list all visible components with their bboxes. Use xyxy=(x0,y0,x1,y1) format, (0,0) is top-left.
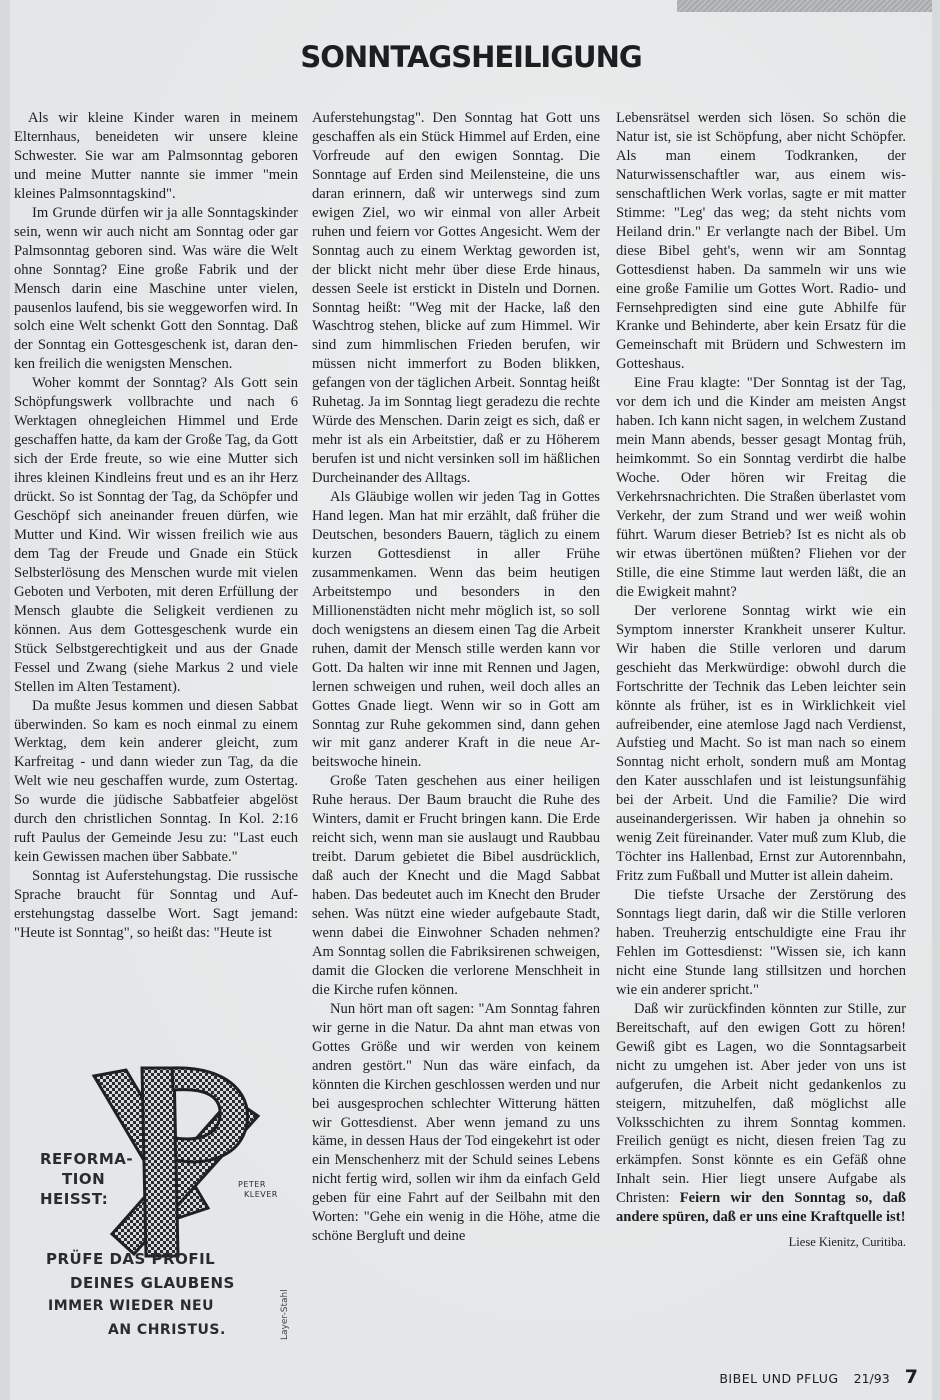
column-3 xyxy=(616,109,906,1252)
closing-appeal: Feiern wir den Sonntag so, daß andere spüren, daß er uns eine Kraftquelle ist! xyxy=(616,1190,906,1226)
issue-number: 21/93 xyxy=(853,1371,890,1386)
magazine-page xyxy=(10,0,932,1400)
slogan-line-2: DEINES GLAUBENS xyxy=(70,1274,235,1292)
paragraph: Auferstehungstag". Den Sonntag hat Gott uns geschaffen als ein Stück Himmel auf Erden, eine Vorfreude auf den ewigen Sonntag. Die Sonntage auf Erden sind Meilensteine, die uns daran erinnern, daß wir unterwegs sind zum ewigen Ziel, wo wir einmal von aller Arbeit ruhen und feiern vor Gottes Angesicht. Wem der Sonntag auch zu einem Werktag geworden ist, der blickt nicht mehr über diese Erde hinaus, dessen Seele ist erstickt in Disteln und Dornen. Sonntag heißt: "Weg mit der Hacke, laß den Waschtrog stehen, blicke auf zum Himmel. Wir sind zum himmlischen Frieden berufen, wir müssen nicht immerfort zu Boden blikken, gefangen von der täglichen Arbeit. Sonntag heißt Ruhetag. Ja im Sonntag liegt geradezu die rechte Würde des Menschen. Darin zeigt es sich, daß er mehr ist als ein Arbeitstier, daß er zu Höherem berufen ist und nicht versinken soll im häßlichen Durcheinander des Alltags. xyxy=(312,110,600,487)
paragraph: Große Taten geschehen aus einer heiligen Ruhe heraus. Der Baum braucht die Ruhe des Winters, damit er Frucht bringen kann. Die Erde reicht sich, wenn man sie auslaugt und Raubbau treibt. Darum gebietet die Bibel ausdrücklich, daß auch der Knecht und die Magd Sabbat haben. Das bedeutet auch im Knecht den Bruder sehen. Was nützt eine wieder aufgebaute Stadt, wenn dabei die Einwohner Schaden nehmen? Am Sonntag sollen die Fabriksirenen schweigen, damit die Glocken die verlorene Menschheit in die Kirche rufen können. xyxy=(312,773,600,998)
paragraph: Als wir kleine Kinder waren in meinem Elternhaus, beneideten wir unsere kleine Schwester. Sie war am Palmsonntag geboren und meine Mutter nannte sie immer "mein kleines Palmsonntagskind". xyxy=(14,110,298,202)
illustration-credit: Layer-Stahl xyxy=(280,1289,290,1340)
reformation-line-1: REFORMA- xyxy=(40,1150,134,1168)
slogan-line-4: AN CHRISTUS. xyxy=(108,1322,226,1338)
artist-name-1: PETER xyxy=(238,1180,266,1189)
reformation-line-3: HEISST: xyxy=(40,1190,109,1208)
paragraph: Die tiefste Ursache der Zerstörung des Sonntags liegt darin, daß wir die Stille verloren haben. Treuherzig entschuldigte eine Frau ihr Fehlen im Gottesdienst: "Wissen sie, ich kann nicht eine Stunde lang stillsitzen und horchen wie ein anderer spricht." xyxy=(616,887,906,998)
column-2 xyxy=(312,109,600,1246)
author-signature: Liese Kienitz, Curitiba. xyxy=(788,1235,906,1250)
slogan-line-1: PRÜFE DAS PROFIL xyxy=(46,1250,216,1268)
paragraph: Im Grunde dürfen wir ja alle Sonntagskinder sein, wenn wir auch nicht am Sonntag oder gar Palmsonntag geboren sind. Was wäre die Welt ohne Sonntag? Eine große Fabrik und der Mensch darin eine Maschine unter vielen, pausenlos laufend, bis sie weggeworfen wird. In solch eine Welt schenkt Gott den Sonntag. Daß der Sonntag ein Gottesgeschenk ist, daran denken freilich die wenigsten Menschen. xyxy=(14,204,298,373)
paragraph xyxy=(616,1000,906,1227)
paragraph: Als Gläubige wollen wir jeden Tag in Gottes Hand legen. Man hat mir erzählt, daß früher die Deutschen, besonders Bauern, täglich zu einem kurzen Gottesdienst in aller Frühe zusammenkamen. Wenn das beim heutigen Arbeitstempo und besonders in den Millionenstädten nicht mehr möglich ist, so soll doch wenigstens an diesem einen Tag die Arbeit ruhen, damit der Mensch stille werden kann vor Gott. Da halten wir inne mit Rennen und Jagen, lernen schweigen und ruhen, weil doch alles an Gottes Gnade liegt. Wenn wir so in Gott am Sonntag zur Ruhe gekommen sind, dann gehen wir mit ganz anderer Kraft in die neue Arbeitswoche hinein. xyxy=(312,489,600,771)
paragraph: Der verlorene Sonntag wirkt wie ein Symptom innerster Krankheit unserer Kultur. Wir haben die Stille verloren und darum geschieht das Merkwürdige: obwohl durch die Fortschritte der Technik das Leben leichter sein könnte als früher, ist es in Wirklichkeit viel aufreibender, eine atemlose Jagd nach Verdienst, Aufstieg und Macht. So ist man nach so einem Sonntag nicht erholt, sondern muß am Montag den Kater ausschlafen und ist leistungsunfähig bei der Arbeit. Und die Familie? Die wird auseinandergerissen. Wir haben ja ohnehin so wenig Zeit füreinander. Vater muß zum Klub, die Töchter ins Hallenbad, Ernst zur Autorennbahn, Fritz zum Fußball und Mutter ist allein daheim. xyxy=(616,602,906,885)
magazine-name: BIBEL UND PFLUG xyxy=(719,1371,839,1386)
reformation-illustration xyxy=(22,1058,312,1358)
paragraph: Nun hört man oft sagen: "Am Sonntag fahren wir gerne in die Natur. Da ahnt man etwas von Gottes Größe und wir werden von keinem andren gestört." Nun das wäre einfach, da könnten die Kirchen geschlossen werden und nur bei ausgesprochen schlechter Witterung hätten wir Gottesdienst. Aber wenn jemand zu uns käme, in dessen Haus der Tod eingekehrt ist oder ein Menschenherz mit der Schuld seines Lebens nicht fertig wird, sollen wir ihm da einfach Geld geben für eine Fahrt auf der Seilbahn mit den Worten: "Gehe ein wenig in die Höhe, atme die schöne Bergluft und deine xyxy=(312,1000,600,1245)
page-footer xyxy=(719,1366,918,1388)
paragraph: Eine Frau klagte: "Der Sonntag ist der Tag, vor dem ich und die Kinder am meisten Angst haben. Ich kann nicht sagen, in welchem Zustand mein Mann abends, besser gesagt Montag früh, heimkommt. So ein Sonntag verdirbt die halbe Woche. Oder hören wir Freitag die Verkehrsnachrichten. Die Straßen überlastet vom Verkehr, der zum Strand und wer weiß wohin führt. Warum dieser Betrieb? Ist es nicht als ob wir etwas übertönen müßten? Fliehen vor der Stille, die eine Stimme laut werden läßt, die an die Ewigkeit mahnt? xyxy=(616,375,906,600)
reformation-line-2: TION xyxy=(62,1170,106,1188)
paragraph: Da mußte Jesus kommen und diesen Sabbat überwinden. So kam es noch einmal zu einem Werktag, dem kein anderer gleicht, zum Karfreitag - und dann wieder zun Tag, da die Welt wie neu geschaffen wurde, zum Ostertag. So wurde die jüdische Sabbatfeier abgelöst durch den christlichen Sonntag. In Kol. 2:16 ruft Paulus der Gemeinde Jesu zu: "Last euch kein Gewissen machen über Sabbate." xyxy=(14,697,298,866)
column-1 xyxy=(14,109,298,943)
page-number: 7 xyxy=(904,1366,918,1388)
paragraph: Sonntag ist Auferstehungstag. Die russische Sprache braucht für Sonntag und Auferstehungstag dasselbe Wort. Sagt jemand: "Heute ist Sonntag", so heißt das: "Heute ist xyxy=(14,868,298,941)
page-corner-strip xyxy=(677,0,932,12)
paragraph: Woher kommt der Sonntag? Als Gott sein Schöpfungswerk vollbrachte und nach 6 Werktagen ohnegleichen Himmel und Erde geschaffen hatte, da kam der Große Tag, da Gott sich der Erde freute, so wie eine Mutter sich ihres kleinen Kindleins freut und es an ihr Herz drückt. So ist Sonntag der Tag, da Schöpfer und Geschöpf sich aneinander freuen dürfen, wie Mutter und Kind. Wir wissen freilich wie aus dem Tag der Freude und Gnade ein Stück Selbsterlösung des Menschen wurde mit vielen Geboten und Verboten, mit deren Erfüllung der Mensch glaubte die Seligkeit verdienen zu können. Aus dem Gottesgeschenk wurde ein Stück Selbstgerechtigkeit und aus der Gnade Fessel und Zwang (siehe Markus 2 und viele Stellen im Alten Testament). xyxy=(14,375,298,695)
article-title: SONNTAGSHEILIGUNG xyxy=(300,40,642,74)
paragraph: Lebensrätsel werden sich lösen. So schön die Natur ist, sie ist Schöpfung, aber nicht Schöpfer. Als man einem Todkranken, der Naturwissenschaftler war, aus einem wissenschaftlichen Werk vorlas, sagte er mit matter Stimme: "Leg' das weg; da steht nichts vom Heiland drin." Er verlangte nach der Bibel. Um diese Bibel geht's, wenn wir am Sonntag Gottesdienst haben. Da sammeln wir uns wie eine große Familie um Gottes Wort. Radio- und Fernsehpredigten sind eine gute Abhilfe für Kranke und Behinderte, aber kein Ersatz für die Gemeinschaft mit Brüdern und Schwestern im Gotteshaus. xyxy=(616,110,906,373)
slogan-line-3: IMMER WIEDER NEU xyxy=(48,1298,214,1314)
artist-name-2: KLEVER xyxy=(244,1190,278,1199)
paragraph-text: Daß wir zurückfinden könnten zur Stille, zur Bereitschaft, auf den ewigen Gott zu hören! Gewiß gibt es Lagen, wo die Sonntagsarbeit nicht zu umgehen ist. Aber jeder von uns ist aufgerufen, die Arbeit nicht gedankenlos zu steigern, mitzuhelfen, daß möglichst alle Volksschichten zu ihrem Sonntag kommen. Freilich genügt es nicht, diesen freien Tag zu erkämpfen. Sonst könnte es ein Gefäß ohne Inhalt sein. Hier liegt unsere Aufgabe als Christen: xyxy=(616,1000,906,1207)
